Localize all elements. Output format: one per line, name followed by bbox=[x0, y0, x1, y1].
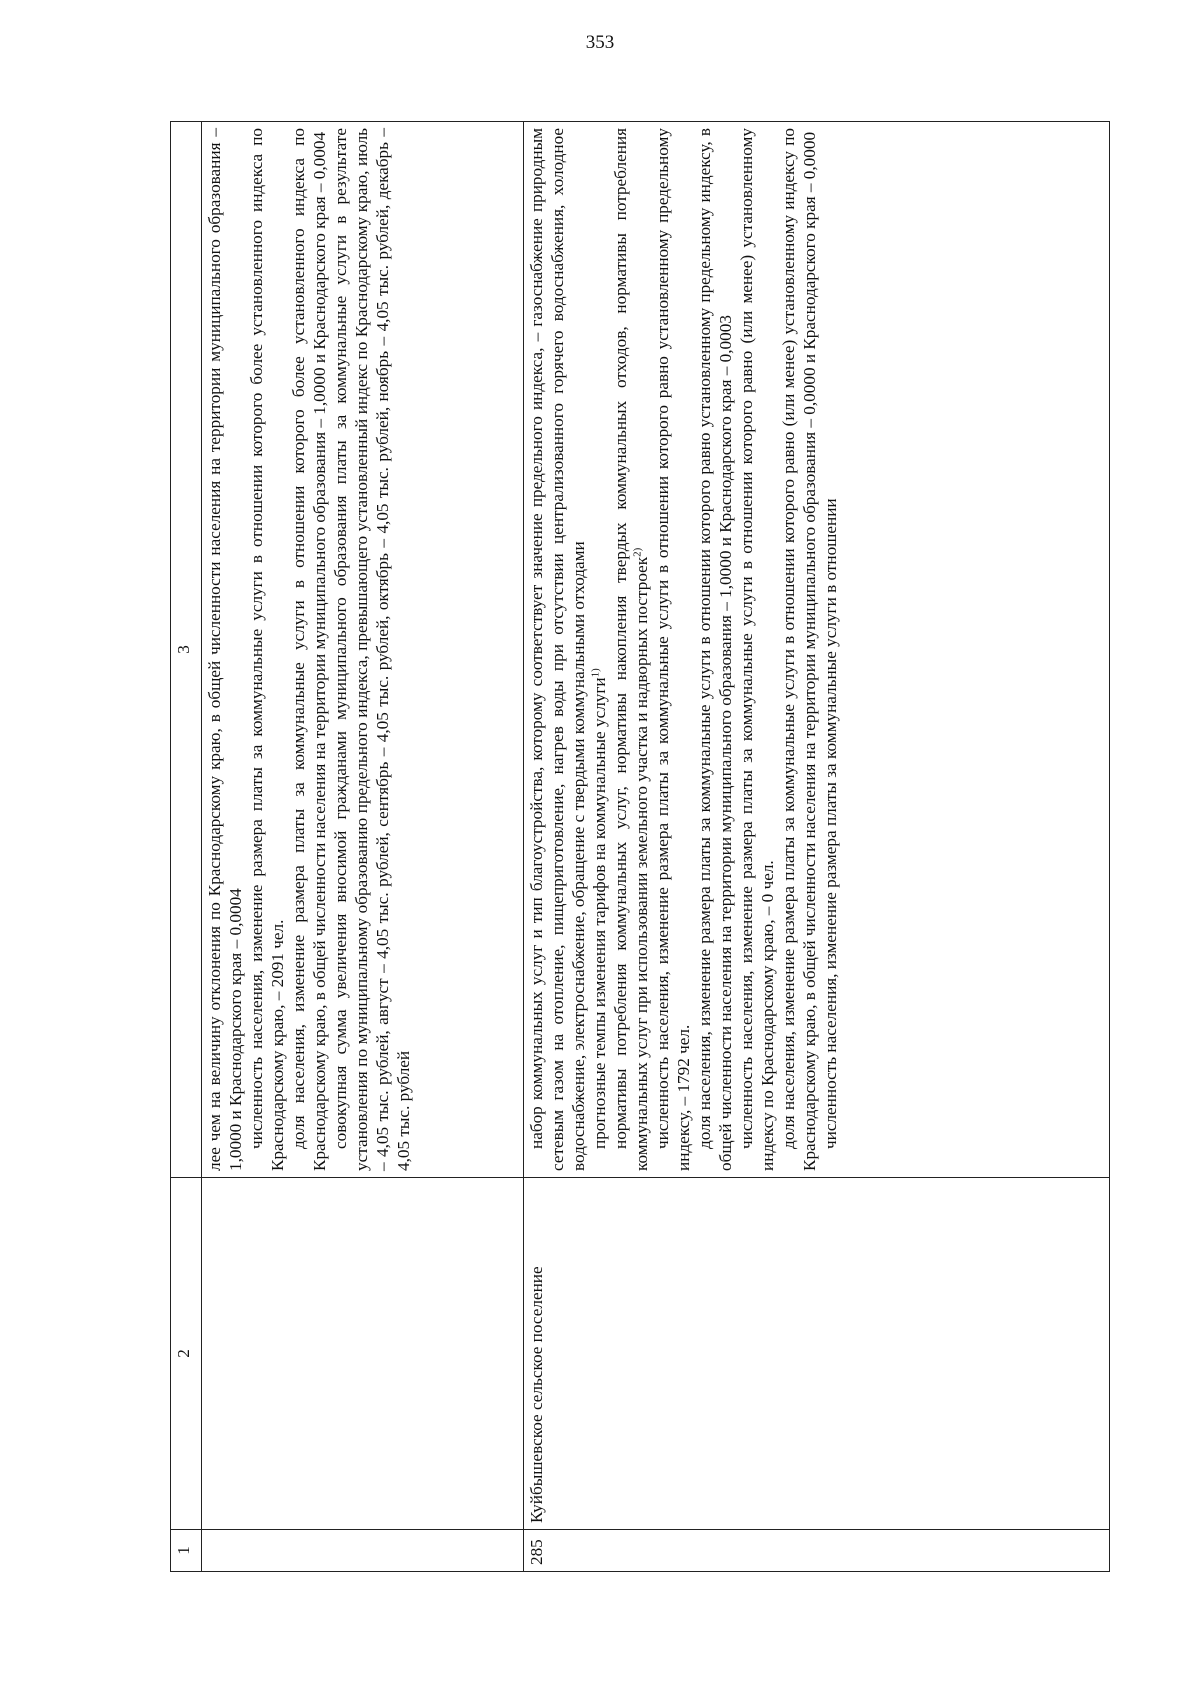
cell-row-number: 285 bbox=[524, 1530, 1110, 1572]
cell-description-continued bbox=[202, 122, 524, 1178]
text-paragraph bbox=[610, 128, 652, 1171]
text-paragraph: доля населения, изменение размера платы за коммунальные услуги в отношении которого равно установленному предельному индексу, в общей численности населения на территории муниципального образования – 1,0000 и Краснодарского края – 0,0003 bbox=[695, 128, 735, 1171]
table-header-row bbox=[171, 122, 202, 1572]
cell-description bbox=[524, 122, 1110, 1178]
text-paragraph: численность населения, изменение размера платы за коммунальные услуги в отношении bbox=[821, 498, 840, 1149]
footnote-mark: 1) bbox=[589, 668, 602, 678]
page-number: 353 bbox=[585, 32, 615, 53]
rotated-table-wrapper bbox=[170, 122, 1110, 1572]
cell-name-empty bbox=[202, 1178, 524, 1530]
text-paragraph bbox=[589, 128, 610, 1171]
text-paragraph: лее чем на величину отклонения по Краснодарскому краю, в общей численности населения на территории муниципального образования – 1,0000 и Краснодарского края – 0,0004 bbox=[205, 128, 245, 1171]
header-col-1: 1 bbox=[171, 1530, 202, 1572]
paragraph-text: нормативы потребления коммунальных услуг, нормативы накопления твердых коммунальных отходов, нормативы потребления коммунальных услуг при использовании земельного участка и надворных построек bbox=[611, 128, 651, 1171]
text-paragraph: доля населения, изменение размера платы за коммунальные услуги в отношении которого равно (или менее) установленному индексу по Краснодарскому краю, в общей численности населения на территории муниципального образования – 0,0000 и Краснодарского края – 0,0000 bbox=[779, 128, 819, 1171]
cell-municipality-name: Куйбышевское сельское поселение bbox=[524, 1178, 1110, 1530]
table-row-continuation bbox=[202, 122, 524, 1572]
text-paragraph: численность населения, изменение размера платы за коммунальные услуги в отношении которого более установленного индекса по Краснодарскому краю, – 2091 чел. bbox=[247, 128, 287, 1171]
header-col-3: 3 bbox=[171, 122, 202, 1178]
rotated-table-canvas bbox=[170, 122, 1110, 1572]
text-paragraph: численность населения, изменение размера платы за коммунальные услуги в отношении которого равно установленному предельному индексу, – 1792 чел. bbox=[653, 128, 693, 1171]
text-paragraph: доля населения, изменение размера платы за коммунальные услуги в отношении которого более установленного индекса по Краснодарскому краю, в общей численности населения на территории муниципального образования – 1,0000 и Краснодарского края – 0,0004 bbox=[289, 128, 329, 1171]
text-paragraph: численность населения, изменение размера платы за коммунальные услуги в отношении которого равно (или менее) установленному индексу по Краснодарскому краю, – 0 чел. bbox=[737, 128, 777, 1171]
text-paragraph: совокупная сумма увеличения вносимой гражданами муниципального образования платы за коммунальные услуги в результате установления по муниципальному образованию предельного индекса, превышающего установленный индекс по Краснодарскому краю, июль – 4,05 тыс. рублей, август – 4,05 тыс. рублей, сентябрь – 4,05 тыс. рублей, октябрь – 4,05 тыс. рублей, ноябрь – 4,05 тыс. рублей, декабрь – 4,05 тыс. рублей bbox=[331, 128, 413, 1171]
header-col-2: 2 bbox=[171, 1178, 202, 1530]
text-paragraph: набор коммунальных услуг и тип благоустройства, которому соответствует значение предельного индекса, – газоснабжение природным сетевым газом на отопление, пищеприготовление, нагрев воды при отсутствии централизованного горячего водоснабжения, холодное водоснабжение, электроснабжение, обращение с твердыми коммунальными отходами bbox=[527, 128, 588, 1171]
indices-table bbox=[170, 121, 1110, 1572]
footnote-mark: 2) bbox=[631, 547, 644, 557]
table-row-285 bbox=[524, 122, 1110, 1572]
cell-number-empty bbox=[202, 1530, 524, 1572]
paragraph-text: прогнозные темпы изменения тарифов на коммунальные услуги bbox=[590, 677, 609, 1149]
